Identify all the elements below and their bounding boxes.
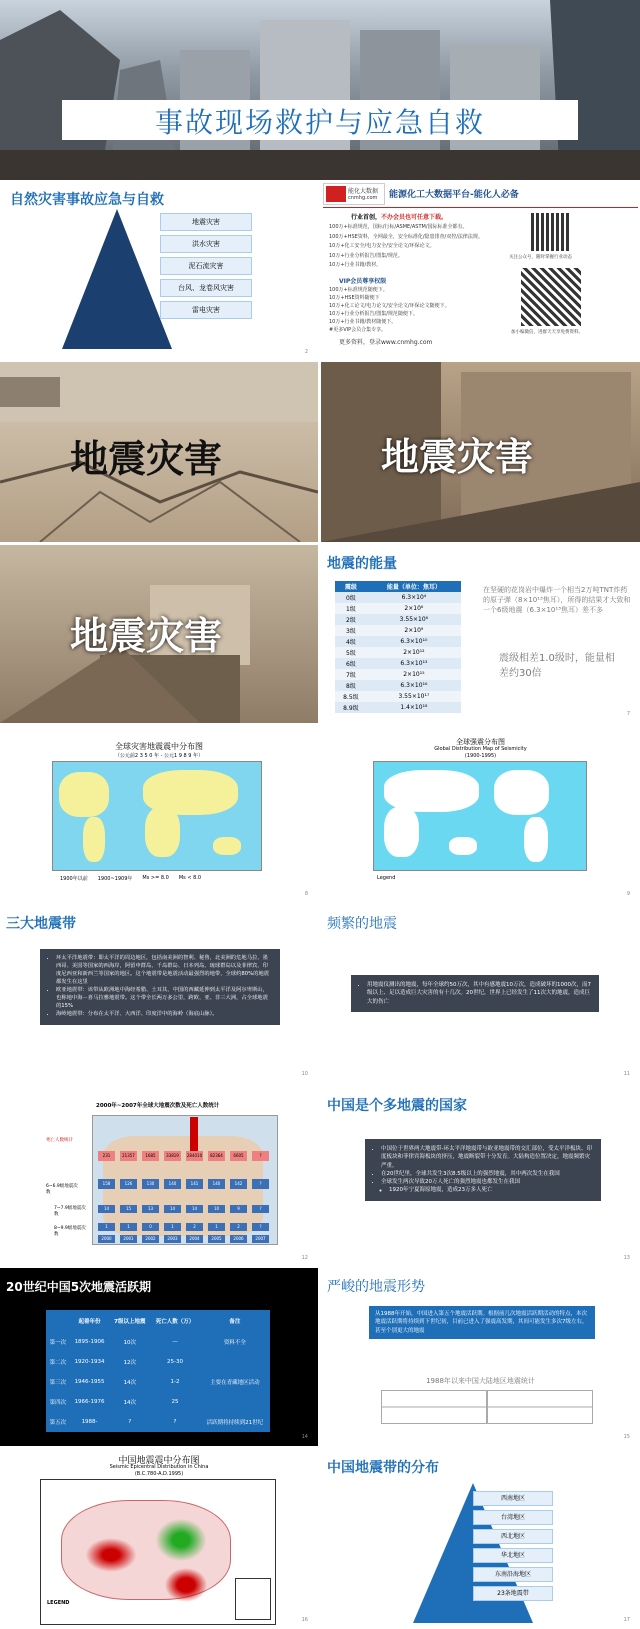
disaster-list — [160, 213, 252, 323]
slide-title: 地震灾害 — [70, 437, 223, 481]
energy-note: 震级相差1.0级时，能量相差约30倍 — [499, 653, 615, 679]
land-australia — [449, 837, 477, 855]
m8-cell: 1 — [98, 1223, 115, 1231]
cell: 12次 — [123, 1360, 137, 1366]
chart-caption: 1988年以来中国大陆地区地震统计 — [426, 1377, 535, 1385]
inset-map — [235, 1578, 271, 1620]
cell — [200, 1352, 270, 1372]
cell: 6.3×10¹⁰ — [400, 638, 428, 645]
slide-title: 严峻的地震形势 — [327, 1279, 425, 1295]
row-label: 8~9.9级地震次数 — [54, 1226, 86, 1237]
cell: 7级 — [345, 672, 356, 679]
table-header: 备注 — [229, 1319, 241, 1325]
year-cell: 2001 — [120, 1235, 137, 1243]
page-number: 10 — [301, 1071, 308, 1077]
slide-frequent — [321, 905, 640, 1083]
slide-title: 20世纪中国5次地震活跃期 — [6, 1280, 152, 1294]
cell: 4级 — [345, 639, 356, 646]
vip-line: 10万+行业书籍/教材随便下。 — [329, 319, 397, 325]
legend-item: 1900~1909年 — [97, 876, 133, 882]
vip-title: VIP会员尊享权限 — [339, 278, 387, 285]
cell: 主要在青藏地区活动 — [210, 1380, 260, 1386]
vip-line: 100万+标准规范随便下。 — [329, 287, 388, 293]
m6-cell: 140 — [208, 1179, 225, 1189]
m8-cell: 0 — [142, 1223, 159, 1231]
deaths-cell: 33819 — [164, 1151, 181, 1161]
year-cell: 2006 — [230, 1235, 247, 1243]
vip-lines — [329, 286, 509, 334]
legend-item: Ms >= 8.0 — [142, 875, 169, 881]
cell: 1966-1976 — [74, 1399, 105, 1405]
cell: 8.9级 — [343, 705, 359, 712]
map-title: 中国地震震中分布图 — [118, 1456, 200, 1466]
m8-cell: 2 — [186, 1223, 203, 1231]
page-number: 17 — [623, 1617, 630, 1623]
table-header: 能量（单位：焦耳） — [386, 584, 441, 591]
china-bullets — [365, 1139, 601, 1201]
cell: 0级 — [345, 595, 356, 602]
m6-cell: 141 — [186, 1179, 203, 1189]
list-item: 西北地区 — [473, 1529, 553, 1544]
cell: 1895-1906 — [74, 1339, 105, 1345]
slide-natural-disasters — [0, 181, 318, 361]
page-number: 13 — [623, 1255, 630, 1261]
legend-item: Ms < 8.0 — [178, 875, 202, 881]
cell: 1级 — [345, 606, 356, 613]
sub-lead: 行业首创， — [351, 214, 382, 221]
deaths-cell: 1685 — [142, 1151, 159, 1161]
advert-divider — [323, 207, 638, 208]
year-cell: 2002 — [142, 1235, 159, 1243]
table-row — [335, 625, 461, 636]
table-row — [335, 658, 461, 669]
list-item: 台风、龙卷风灾害 — [160, 279, 252, 297]
cell: 14次 — [123, 1380, 137, 1386]
china-map-frame — [40, 1479, 276, 1625]
chart-columns — [96, 1117, 276, 1247]
page-number: 15 — [623, 1434, 630, 1440]
page-number: 12 — [301, 1255, 308, 1261]
land-australia — [213, 837, 241, 855]
bullet-item: • 环太平洋地震带：即太平洋的周边地区，包括南美洲的智利、秘鲁，北美洲的危地马拉、墨西哥、美国等国家的西海岸，阿留申群岛、千岛群岛、日本列岛、琉球群岛以及菲律宾、印度尼西亚和新西兰等国家的地区。这个地震带是地震活动最强烈的地带，全球约80%的地震都发生在这里 — [56, 955, 272, 987]
bullet-item: • 欧亚地震带：该带从欧洲地中海经希腊、土耳其、中国的西藏延伸到太平洋及阿尔卑斯山，也称地中海－喜马拉雅地震带。这个带全长两万多公里，跨欧、亚、非三大洲，占全球地震的15% — [56, 987, 272, 1011]
m7-cell: 14 — [98, 1205, 115, 1213]
cell: ? — [128, 1419, 132, 1425]
advert-line: 10万+行业书籍/教材。 — [329, 262, 382, 268]
energy-table — [335, 581, 461, 713]
logo-mark — [326, 186, 346, 202]
land-africa — [384, 807, 419, 857]
year-cell: 2007 — [252, 1235, 269, 1243]
cell: 8.5级 — [343, 694, 359, 701]
land-americas — [494, 770, 549, 815]
cell: 第二次 — [49, 1360, 67, 1366]
qr-code-1 — [531, 213, 569, 251]
table-row — [46, 1392, 270, 1412]
chart-title: 2000年~2007年全球大地震次数及死亡人数统计 — [96, 1103, 220, 1109]
advert-line: 10万+行业分析报告/图集/规范。 — [329, 252, 403, 259]
deaths-cell: 6605 — [230, 1151, 247, 1161]
slide-stats-chart — [0, 1087, 318, 1267]
slide-earthquake-1 — [0, 362, 318, 542]
sub-emph: 不办会员也可任意下载。 — [381, 214, 448, 221]
collapsed-buildings-photo — [0, 0, 640, 180]
epicenter-cluster-west — [81, 1535, 141, 1575]
cell: 资料不全 — [223, 1340, 246, 1346]
cell: ? — [173, 1419, 177, 1425]
deaths-cell: 231 — [98, 1151, 115, 1161]
logo-url: cnmhg.com — [348, 195, 378, 201]
m6-cell: 130 — [142, 1179, 159, 1189]
sub-bullet-item: ◦ 1920年宁夏海原地震，造成23万多人死亡 — [389, 1186, 593, 1194]
list-item: 东南沿海地区 — [473, 1567, 553, 1582]
table-row — [46, 1412, 270, 1432]
slide-title: 地震灾害 — [381, 435, 534, 479]
table-row — [335, 691, 461, 702]
page-number: 2 — [304, 349, 308, 355]
slide-severe — [321, 1268, 640, 1446]
deaths-peak-bar — [190, 1117, 198, 1151]
cell: 5级 — [345, 650, 356, 657]
table-row — [335, 614, 461, 625]
advert-line: 100万+标准规范，国标/行标/ASME/ASTM/国际标准全都有。 — [329, 224, 468, 230]
map-legend: LEGEND — [47, 1600, 70, 1606]
list-item: 泥石流灾害 — [160, 257, 252, 275]
m8-cell: 1 — [208, 1223, 225, 1231]
m7-cell: 14 — [164, 1205, 181, 1213]
map-legend — [60, 875, 260, 882]
logo-text: 能化大数据 — [348, 188, 379, 195]
slide-china-map — [0, 1449, 318, 1629]
advert-lines — [329, 223, 509, 271]
cover-title: 事故现场救护与应急自救 — [154, 106, 485, 139]
m6-cell: 158 — [98, 1179, 115, 1189]
frequent-bullets — [351, 975, 599, 1012]
slide-title: 三大地震带 — [6, 916, 76, 932]
qr-code-2 — [521, 268, 581, 326]
map-years: (1900-1995) — [464, 753, 497, 759]
cell: 2×10⁹ — [404, 627, 424, 634]
m7-cell: ? — [252, 1205, 269, 1213]
table-row — [335, 669, 461, 680]
map-years: (B.C.780-A.D.1995) — [134, 1471, 184, 1477]
qr-caption-1: 关注公众号，随时掌握行业动态 — [509, 255, 572, 260]
slide-global-map-2 — [321, 725, 640, 903]
table-header: 震级 — [344, 584, 357, 591]
land-eurasia — [384, 770, 479, 812]
slide-china-belts — [321, 1449, 640, 1629]
table-row — [335, 680, 461, 691]
list-item: 地震灾害 — [160, 213, 252, 231]
m6-cell: 140 — [164, 1179, 181, 1189]
page-number: 8 — [304, 891, 308, 897]
epicenter-cluster-east — [151, 1515, 211, 1565]
advert-sub — [351, 212, 447, 221]
vip-line: 10万+行业分析报告/图集/规范随便下。 — [329, 311, 418, 317]
cell: 10次 — [123, 1340, 137, 1346]
page-number: 11 — [623, 1071, 630, 1077]
cell: 2×10⁶ — [404, 605, 424, 612]
map-title: 全球灾害地震震中分布图 — [115, 742, 203, 751]
map-subtitle-en: Seismic Epicentral Distribution in China — [109, 1464, 209, 1470]
bullet-item: • 在20世纪里，全球共发生3次8.5级以上的强烈地震，其中两次发生在我国 — [381, 1170, 593, 1178]
deaths-cell: 82364 — [208, 1151, 225, 1161]
table-row — [335, 647, 461, 658]
cell: 25 — [171, 1399, 179, 1405]
world-map — [52, 761, 262, 871]
vip-line: 10万+化工论文/电力论文/安全论文/环保论文随便下。 — [329, 303, 450, 309]
list-item: 洪水灾害 — [160, 235, 252, 253]
table-header: 死亡人数（万） — [155, 1319, 195, 1325]
m7-cell: 15 — [120, 1205, 137, 1213]
table-row — [335, 603, 461, 614]
cell: 第一次 — [49, 1340, 67, 1346]
table-row — [46, 1372, 270, 1392]
map-title: 全球强震分布图 — [456, 738, 505, 746]
bullet-item: • 海岭地震带：分布在太平洋、大西洋、印度洋中的海岭（海底山脉）。 — [56, 1011, 272, 1019]
table-row — [335, 636, 461, 647]
year-cell: 2004 — [186, 1235, 203, 1243]
cell: 1-2 — [170, 1379, 180, 1385]
cell: 14次 — [123, 1400, 137, 1406]
vip-line: 10万+HSE资料随便下 — [329, 295, 380, 301]
cell: 第三次 — [49, 1380, 67, 1386]
m6-cell: 142 — [230, 1179, 247, 1189]
advert-line: 10万+化工安全/电力安全/安全论文/环保论文。 — [329, 243, 435, 249]
m8-cell: 2 — [230, 1223, 247, 1231]
world-map — [373, 761, 587, 871]
slide-earthquake-3 — [0, 545, 318, 723]
vip-line: #更多VIP会员合集专享。 — [329, 327, 387, 333]
slide-active-periods — [0, 1268, 318, 1446]
slide-china-many — [321, 1087, 640, 1267]
map-legend: Legend — [377, 875, 396, 881]
page-number: 9 — [626, 891, 630, 897]
slide-title: 地震灾害 — [70, 614, 223, 658]
m7-cell: 13 — [142, 1205, 159, 1213]
year-cell: 2005 — [208, 1235, 225, 1243]
deaths-cell: 21357 — [120, 1151, 137, 1161]
deaths-cell: 284010 — [186, 1151, 203, 1161]
cell: 6.3×10⁴ — [401, 594, 427, 601]
table-row — [46, 1352, 270, 1372]
cell: 25-30 — [167, 1359, 183, 1365]
m8-cell: ? — [252, 1223, 269, 1231]
list-item: 23条地震带 — [473, 1586, 553, 1601]
cell: 1.4×10¹⁸ — [400, 704, 428, 711]
map-subtitle: （公元前2 3 5 0 年 - 公元1 9 8 9 年） — [114, 753, 204, 759]
m8-cell: 1 — [120, 1223, 137, 1231]
slide-title: 自然灾害事故应急与自救 — [10, 192, 164, 208]
cell: 6级 — [345, 661, 356, 668]
cell: 2×10¹² — [403, 649, 425, 656]
year-cell: 2003 — [164, 1235, 181, 1243]
cell — [46, 1310, 70, 1332]
list-item: 台湾地区 — [473, 1510, 553, 1525]
m7-cell: 9 — [230, 1205, 247, 1213]
cell: 3级 — [345, 628, 356, 635]
cell: 6.3×10¹³ — [400, 660, 428, 667]
map-subtitle-en: Global Distribution Map of Seismicity — [434, 746, 527, 752]
page-number: 7 — [626, 711, 630, 717]
cell: 3.55×10¹⁷ — [398, 693, 430, 700]
deaths-cell: ? — [252, 1151, 269, 1161]
pyramid-shape — [62, 209, 172, 349]
cell: 活跃期将持续到21世纪 — [206, 1420, 264, 1426]
m8-cell: 1 — [164, 1223, 181, 1231]
page-number: 14 — [301, 1434, 308, 1440]
qr-caption-2: 加小编微信，进群天天享免费资料。 — [511, 330, 583, 335]
slide-advert — [321, 181, 640, 361]
cell: 2×10¹⁵ — [403, 671, 425, 678]
year-cell: 2000 — [98, 1235, 115, 1243]
land-south-america — [524, 817, 548, 862]
slide-title: 中国地震带的分布 — [327, 1460, 439, 1476]
cell: — — [172, 1339, 178, 1345]
table-header: 7级以上地震 — [114, 1319, 146, 1325]
page-number: 16 — [301, 1617, 308, 1623]
slide-cover — [0, 0, 640, 180]
land-south-america — [83, 817, 105, 862]
table-row — [335, 702, 461, 713]
slide-global-map-1 — [0, 725, 318, 903]
row-label: 7~7.9级地震次数 — [54, 1206, 86, 1217]
table-row — [335, 592, 461, 603]
bullet-item: • 中国位于世界两大地震带-环太平洋地震带与欧亚地震带的交汇部位，受太平洋板块、印度板块和菲律宾海板块的挤压，地震断裂带十分发育。大陆构造位置决定，地震频繁灾严重。 — [381, 1145, 593, 1170]
slide-title: 中国是个多地震的国家 — [327, 1098, 467, 1114]
slide-energy — [321, 545, 640, 723]
cell: 8级 — [345, 683, 356, 690]
cell: 2级 — [345, 617, 356, 624]
m6-cell: ? — [252, 1179, 269, 1189]
cell: 第四次 — [49, 1400, 67, 1406]
m6-cell: 126 — [120, 1179, 137, 1189]
row-label: 6~6.9级地震次数 — [46, 1184, 78, 1195]
land-americas — [59, 772, 109, 817]
cell: 6.3×10¹⁶ — [400, 682, 428, 689]
cell: 1946-1955 — [74, 1379, 105, 1385]
advert-footer[interactable]: 更多资料，登录www.cnmhg.com — [339, 339, 433, 346]
advert-header: 能源化工大数据平台-能化人必备 — [389, 190, 519, 200]
stats-grid — [381, 1390, 593, 1424]
slide-earthquake-2 — [321, 362, 640, 542]
slide-title: 地震的能量 — [327, 556, 397, 572]
logo-box — [323, 183, 385, 205]
cell: 1920-1934 — [74, 1359, 105, 1365]
belts-bullets — [40, 949, 280, 1025]
slide-three-belts — [0, 905, 318, 1083]
list-item: 西南地区 — [473, 1491, 553, 1506]
m7-cell: 10 — [208, 1205, 225, 1213]
epicenter-cluster-south — [161, 1565, 211, 1605]
energy-description: 在坚硬的花岗岩中爆炸一个相当2万吨TNT炸药的原子弹（8×10¹³焦耳），所得的结果才大致和一个6级地震（6.3×10¹³焦耳）差不多 — [483, 586, 631, 615]
periods-table — [46, 1310, 270, 1432]
land-africa — [145, 807, 180, 857]
cell — [200, 1392, 270, 1412]
m7-cell: 14 — [186, 1205, 203, 1213]
cell: 1988- — [81, 1419, 98, 1425]
row-label: 死亡人数统计 — [46, 1138, 73, 1143]
advert-line: 100万+HSE资料，全网最全，安全标准化/隐患排查/双控/法律法规。 — [329, 233, 483, 240]
bullet-item: • 全球发生两次导致20万人死亡的强烈地震也都发生在我国 — [381, 1178, 593, 1186]
list-item: 华北地区 — [473, 1548, 553, 1563]
bullet-item: • 用地震仪测出的地震，每年全球约50万次，其中有感地震10万次，造成破坏的1000次，而7级以上、足以造成巨大灾害的有十几次。20世纪，世界上已经发生了11次大的地震，造成巨大的伤亡 — [367, 981, 591, 1006]
table-row — [46, 1332, 270, 1352]
region-list — [473, 1491, 553, 1605]
legend-item: 1900年以前 — [60, 876, 88, 882]
table-header: 起着年份 — [78, 1319, 101, 1325]
severe-text: 从1988年开始，中国进入第五个地震活跃期。根据前几次地震活跃期活动的特点，本次地震活跃期将持续到下世纪初，目前已进入了强震高发期，其间可能发生多次7级左右，甚至个别更大的地震 — [369, 1306, 595, 1339]
list-item: 雷电灾害 — [160, 301, 252, 319]
cell: 3.55×10⁶ — [399, 616, 429, 623]
cell: 第五次 — [49, 1420, 67, 1426]
slide-title: 频繁的地震 — [327, 916, 397, 932]
